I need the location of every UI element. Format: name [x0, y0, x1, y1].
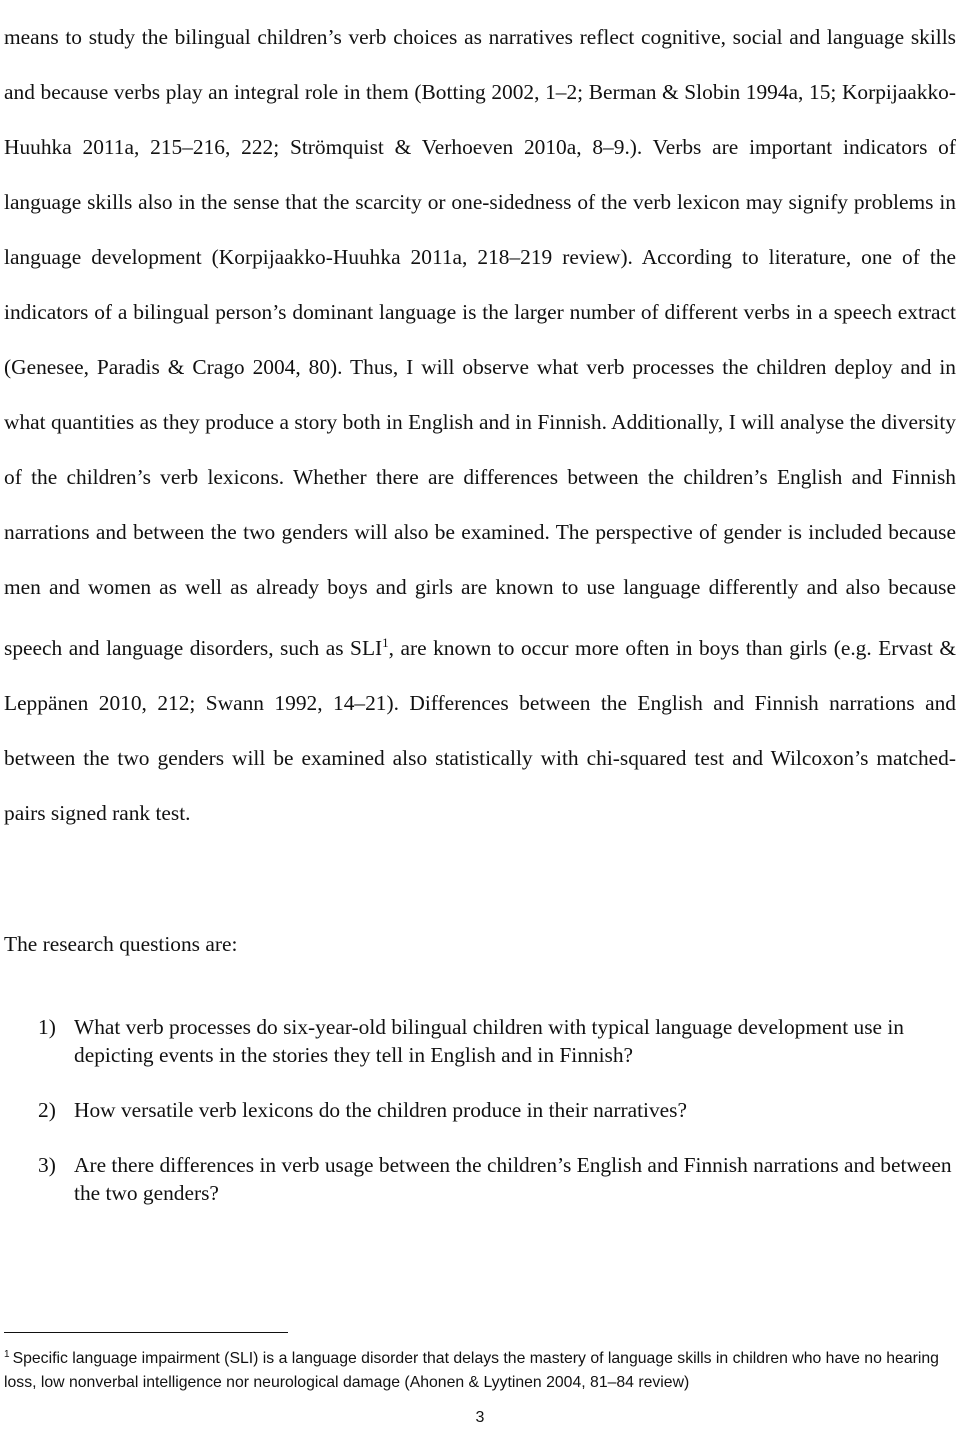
- footnote-marker: 1: [4, 1349, 10, 1360]
- research-question-text: What verb processes do six-year-old bilingual children with typical language development use in depicting events in the stories they tell in English and in Finnish?: [74, 1015, 904, 1067]
- footnote: [4, 1343, 956, 1395]
- body-text-part-1: means to study the bilingual children’s verb choices as narratives reflect cognitive, social and language skills and because verbs play an integral role in them (Botting 2002, 1–2; Berman & Slobin 1994a, 15; Korpijaakko-Huuhka 2011a, 215–216, 222; Strömquist & Verhoeven 2010a, 8–9.). Verbs are important indicators of language skills also in the sense that the scarcity or one-sidedness of the verb lexicon may signify problems in language development (Korpijaakko-Huuhka 2011a, 218–219 review). According to literature, one of the indicators of a bilingual person’s dominant language is the larger number of different verbs in a speech extract (Genesee, Paradis & Crago 2004, 80). Thus, I will observe what verb processes the children deploy and in what quantities as they produce a story both in English and in Finnish. Additionally, I will analyse the diversity of the children’s verb lexicons. Whether there are differences between the children’s English and Finnish narrations and between the two genders will also be examined. The perspective of gender is included because men and women as well as already boys and girls are known to use language differently and also because speech and language disorders, such as SLI: [4, 25, 956, 660]
- research-question-text: How versatile verb lexicons do the children produce in their narratives?: [74, 1098, 687, 1122]
- footnote-text: Specific language impairment (SLI) is a language disorder that delays the mastery of language skills in children who have no hearing loss, low nonverbal intelligence nor neurological damage (Ahonen & Lyytinen 2004, 81–84 review): [4, 1350, 939, 1391]
- research-question-number: 1): [38, 1015, 56, 1039]
- research-questions-intro: The research questions are:: [4, 932, 238, 956]
- page-number: 3: [475, 1409, 485, 1426]
- footnote-separator: [4, 1332, 288, 1333]
- body-paragraph: [4, 10, 956, 841]
- footnote-reference: 1: [382, 635, 389, 650]
- research-question-2: [4, 1096, 956, 1124]
- research-question-1: [4, 1013, 956, 1069]
- research-question-number: 3): [38, 1153, 56, 1177]
- body-text-part-2: , are known to occur more often in boys than girls (e.g. Ervast & Leppänen 2010, 212; Swann 1992, 14–21). Differences between the English and Finnish narrations and between the two genders will be examined also statistically with chi-squared test and Wilcoxon’s matched-pairs signed rank test.: [4, 636, 956, 825]
- research-questions-list: [4, 1013, 956, 1234]
- research-question-number: 2): [38, 1098, 56, 1122]
- research-question-text: Are there differences in verb usage between the children’s English and Finnish narrations and between the two genders?: [74, 1153, 952, 1205]
- research-question-3: [4, 1151, 956, 1207]
